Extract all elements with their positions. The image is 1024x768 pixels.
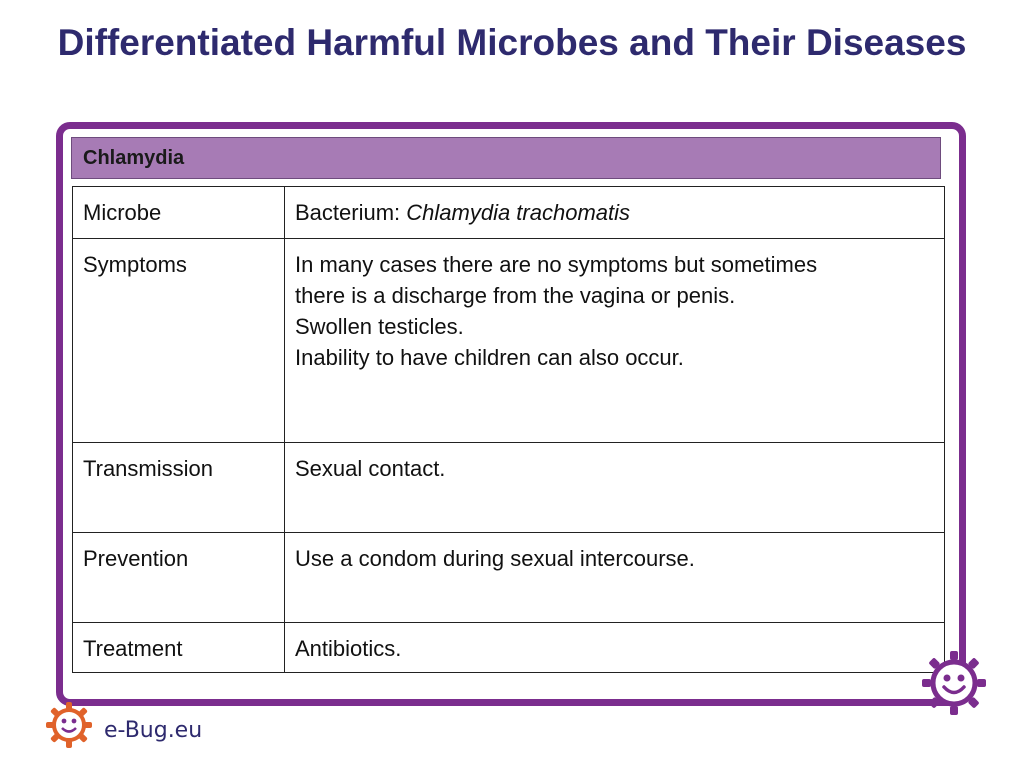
row-value: Sexual contact. xyxy=(285,443,945,533)
row-value-line: Swollen testicles. xyxy=(295,314,464,339)
table-row-symptoms xyxy=(73,239,945,443)
ebug-logo-icon xyxy=(44,700,94,750)
row-value: Antibiotics. xyxy=(285,623,945,673)
row-value: Use a condom during sexual intercourse. xyxy=(285,533,945,623)
row-value xyxy=(285,239,945,443)
table-row-prevention xyxy=(73,533,945,623)
row-label: Symptoms xyxy=(73,239,285,443)
smiling-microbe-icon xyxy=(921,650,987,716)
section-header: Chlamydia xyxy=(71,137,941,179)
table-row-microbe xyxy=(73,187,945,239)
footer-brand: e-Bug.eu xyxy=(104,718,203,743)
row-value-line: there is a discharge from the vagina or penis. xyxy=(295,283,736,308)
info-table xyxy=(72,186,945,673)
table-row-transmission xyxy=(73,443,945,533)
row-label: Prevention xyxy=(73,533,285,623)
row-label: Treatment xyxy=(73,623,285,673)
species-name: Chlamydia trachomatis xyxy=(406,200,631,225)
row-label: Microbe xyxy=(73,187,285,239)
page-title: Differentiated Harmful Microbes and Their Diseases xyxy=(57,22,967,63)
row-value xyxy=(285,187,945,239)
table-row-treatment xyxy=(73,623,945,673)
row-value-line: Inability to have children can also occur. xyxy=(295,345,684,370)
row-label: Transmission xyxy=(73,443,285,533)
row-value-text: Bacterium: xyxy=(295,200,407,225)
row-value-line: In many cases there are no symptoms but sometimes xyxy=(295,252,818,277)
